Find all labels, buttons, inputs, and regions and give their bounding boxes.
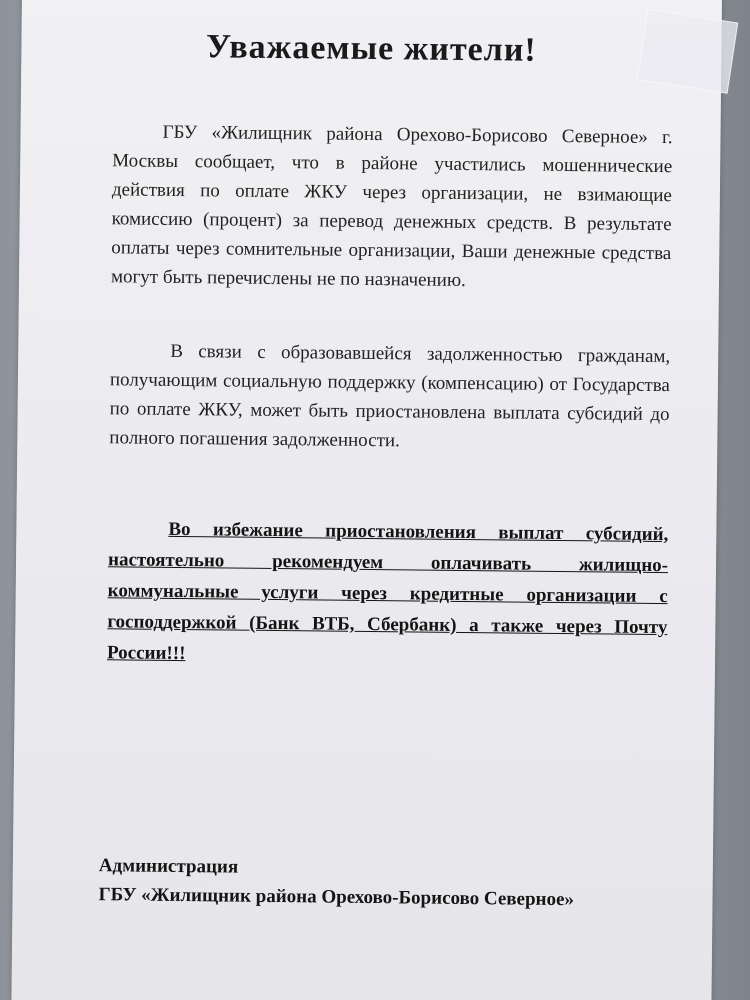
signature-block xyxy=(98,851,699,915)
paragraph-subsidy-suspension: В связи с образовавшейся задолженностью гражданам, получающим социальную поддержку (компенсацию) от Государства по оплате ЖКУ, может быть приостановлена выплата субсидий до полного погашения задолженности. xyxy=(109,340,671,452)
signature-organization: ГБУ «Жилищник района Орехово-Борисово Северное» xyxy=(98,884,575,911)
paragraph-fraud-warning: ГБУ «Жилищник района Орехово-Борисово Северное» г. Москвы сообщает, что в районе участились мошеннические действия по оплате ЖКУ через организации, не взимающие комиссию (процент) за перевод денежных средств. В результате оплаты через сомнительные организации, Ваши денежные средства могут быть перечислены не по назначению. xyxy=(110,121,673,291)
signature-administration: Администрация xyxy=(98,855,239,878)
notice-title: Уважаемые жители! xyxy=(205,28,537,69)
notice-sheet xyxy=(11,0,722,1000)
paragraph-payment-recommendation: Во избежание приостановления выплат субсидий, настоятельно рекомендуем оплачивать жилищно-коммунальные услуги через кредитные организации с господдержкой (Банк ВТБ, Сбербанк) а также через Почту России!!! xyxy=(106,518,669,665)
